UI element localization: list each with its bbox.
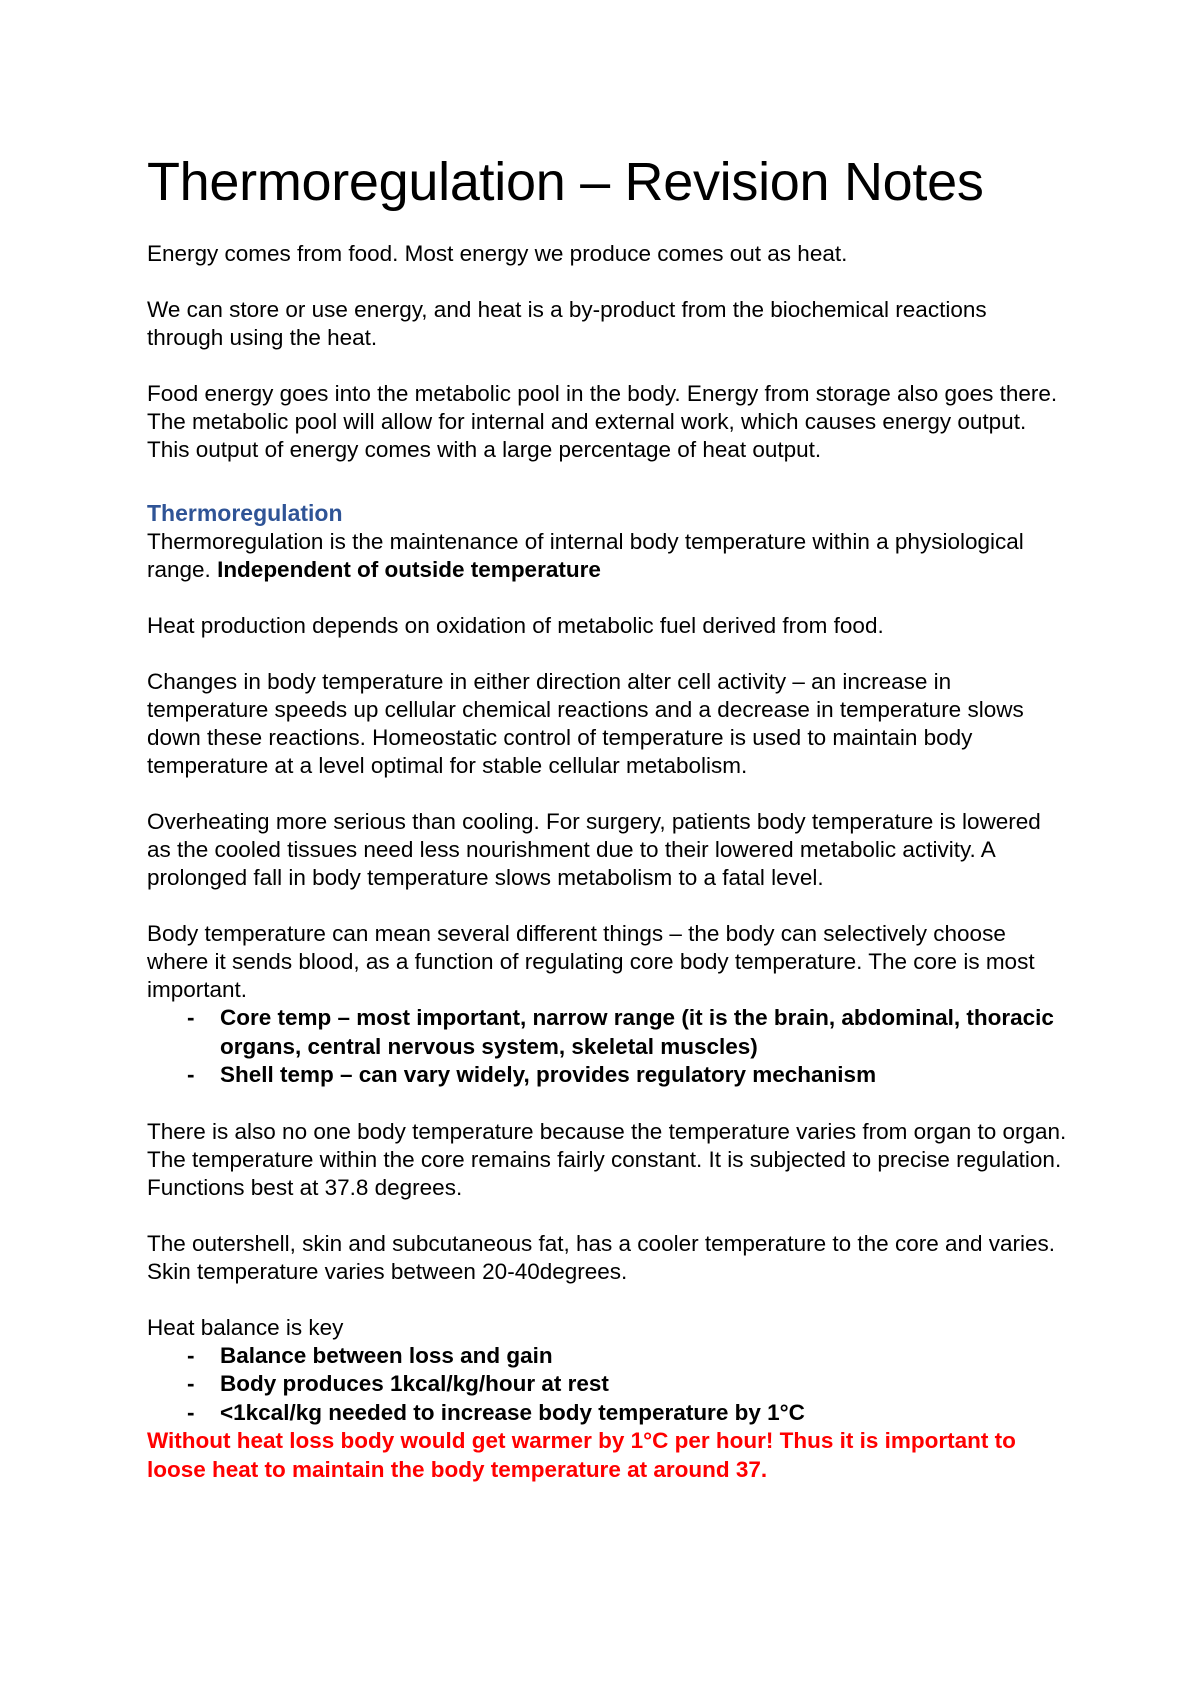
list-marker: - — [187, 1005, 195, 1030]
definition-text: Thermoregulation is the maintenance of internal body temperature within a physiological range. — [147, 529, 1024, 582]
list-item: - <1kcal/kg needed to increase body temperature by 1°C — [147, 1399, 1067, 1428]
heat-balance-list — [147, 1342, 1067, 1428]
no-one-temp-paragraph: There is also no one body temperature because the temperature varies from organ to organ. The temperature within the core remains fairly constant. It is subjected to precise regulation. Functions best at 37.8 degrees. — [147, 1118, 1067, 1200]
intro-paragraph-1: Energy comes from food. Most energy we produce comes out as heat. — [147, 241, 848, 266]
body-temp-paragraph: Body temperature can mean several different things – the body can selectively choose where it sends blood, as a function of regulating core body temperature. The core is most important. — [147, 921, 1035, 1002]
overheating-paragraph: Overheating more serious than cooling. For surgery, patients body temperature is lowered as the cooled tissues need less nourishment due to their lowered metabolic activity. A prolonged fall in body temperature slows metabolism to a fatal level. — [147, 809, 1041, 890]
list-item: - Body produces 1kcal/kg/hour at rest — [147, 1370, 1067, 1399]
list-item: - Balance between loss and gain — [147, 1342, 1067, 1371]
heat-production-paragraph: Heat production depends on oxidation of metabolic fuel derived from food. — [147, 613, 884, 638]
definition-paragraph — [147, 528, 1067, 584]
document-page — [147, 150, 1067, 1484]
definition-emphasis: Independent of outside temperature — [217, 557, 601, 582]
list-marker: - — [187, 1342, 195, 1368]
heat-balance-paragraph: Heat balance is key — [147, 1314, 344, 1340]
list-item: - Core temp – most important, narrow range (it is the brain, abdominal, thoracic organs, central nervous system, skeletal muscles) — [187, 1005, 1054, 1059]
changes-paragraph: Changes in body temperature in either direction alter cell activity – an increase in temperature speeds up cellular chemical reactions and a decrease in temperature slows down these reactions. Homeostatic control of temperature is used to maintain body temperature at a level optimal for stable cellular metabolism. — [147, 669, 1024, 778]
outershell-paragraph: The outershell, skin and subcutaneous fat, has a cooler temperature to the core and varies. Skin temperature varies between 20-40degrees. — [147, 1230, 1056, 1284]
body-temp-list — [147, 1004, 1067, 1090]
page-title: Thermoregulation – Revision Notes — [147, 152, 984, 212]
list-marker: - — [187, 1062, 195, 1087]
section-heading: Thermoregulation — [147, 500, 343, 526]
warning-text: Without heat loss body would get warmer by 1°C per hour! Thus it is important to loose heat to maintain the body temperature at around 37. — [147, 1428, 1016, 1482]
list-marker: - — [187, 1399, 195, 1425]
intro-paragraph-2: We can store or use energy, and heat is a by-product from the biochemical reactions through using the heat. — [147, 297, 987, 350]
list-item: - Shell temp – can vary widely, provides regulatory mechanism — [147, 1061, 1067, 1090]
list-marker: - — [187, 1371, 195, 1396]
intro-paragraph-3: Food energy goes into the metabolic pool in the body. Energy from storage also goes there. The metabolic pool will allow for internal and external work, which causes energy output. This output of energy comes with a large percentage of heat output. — [147, 381, 1058, 462]
